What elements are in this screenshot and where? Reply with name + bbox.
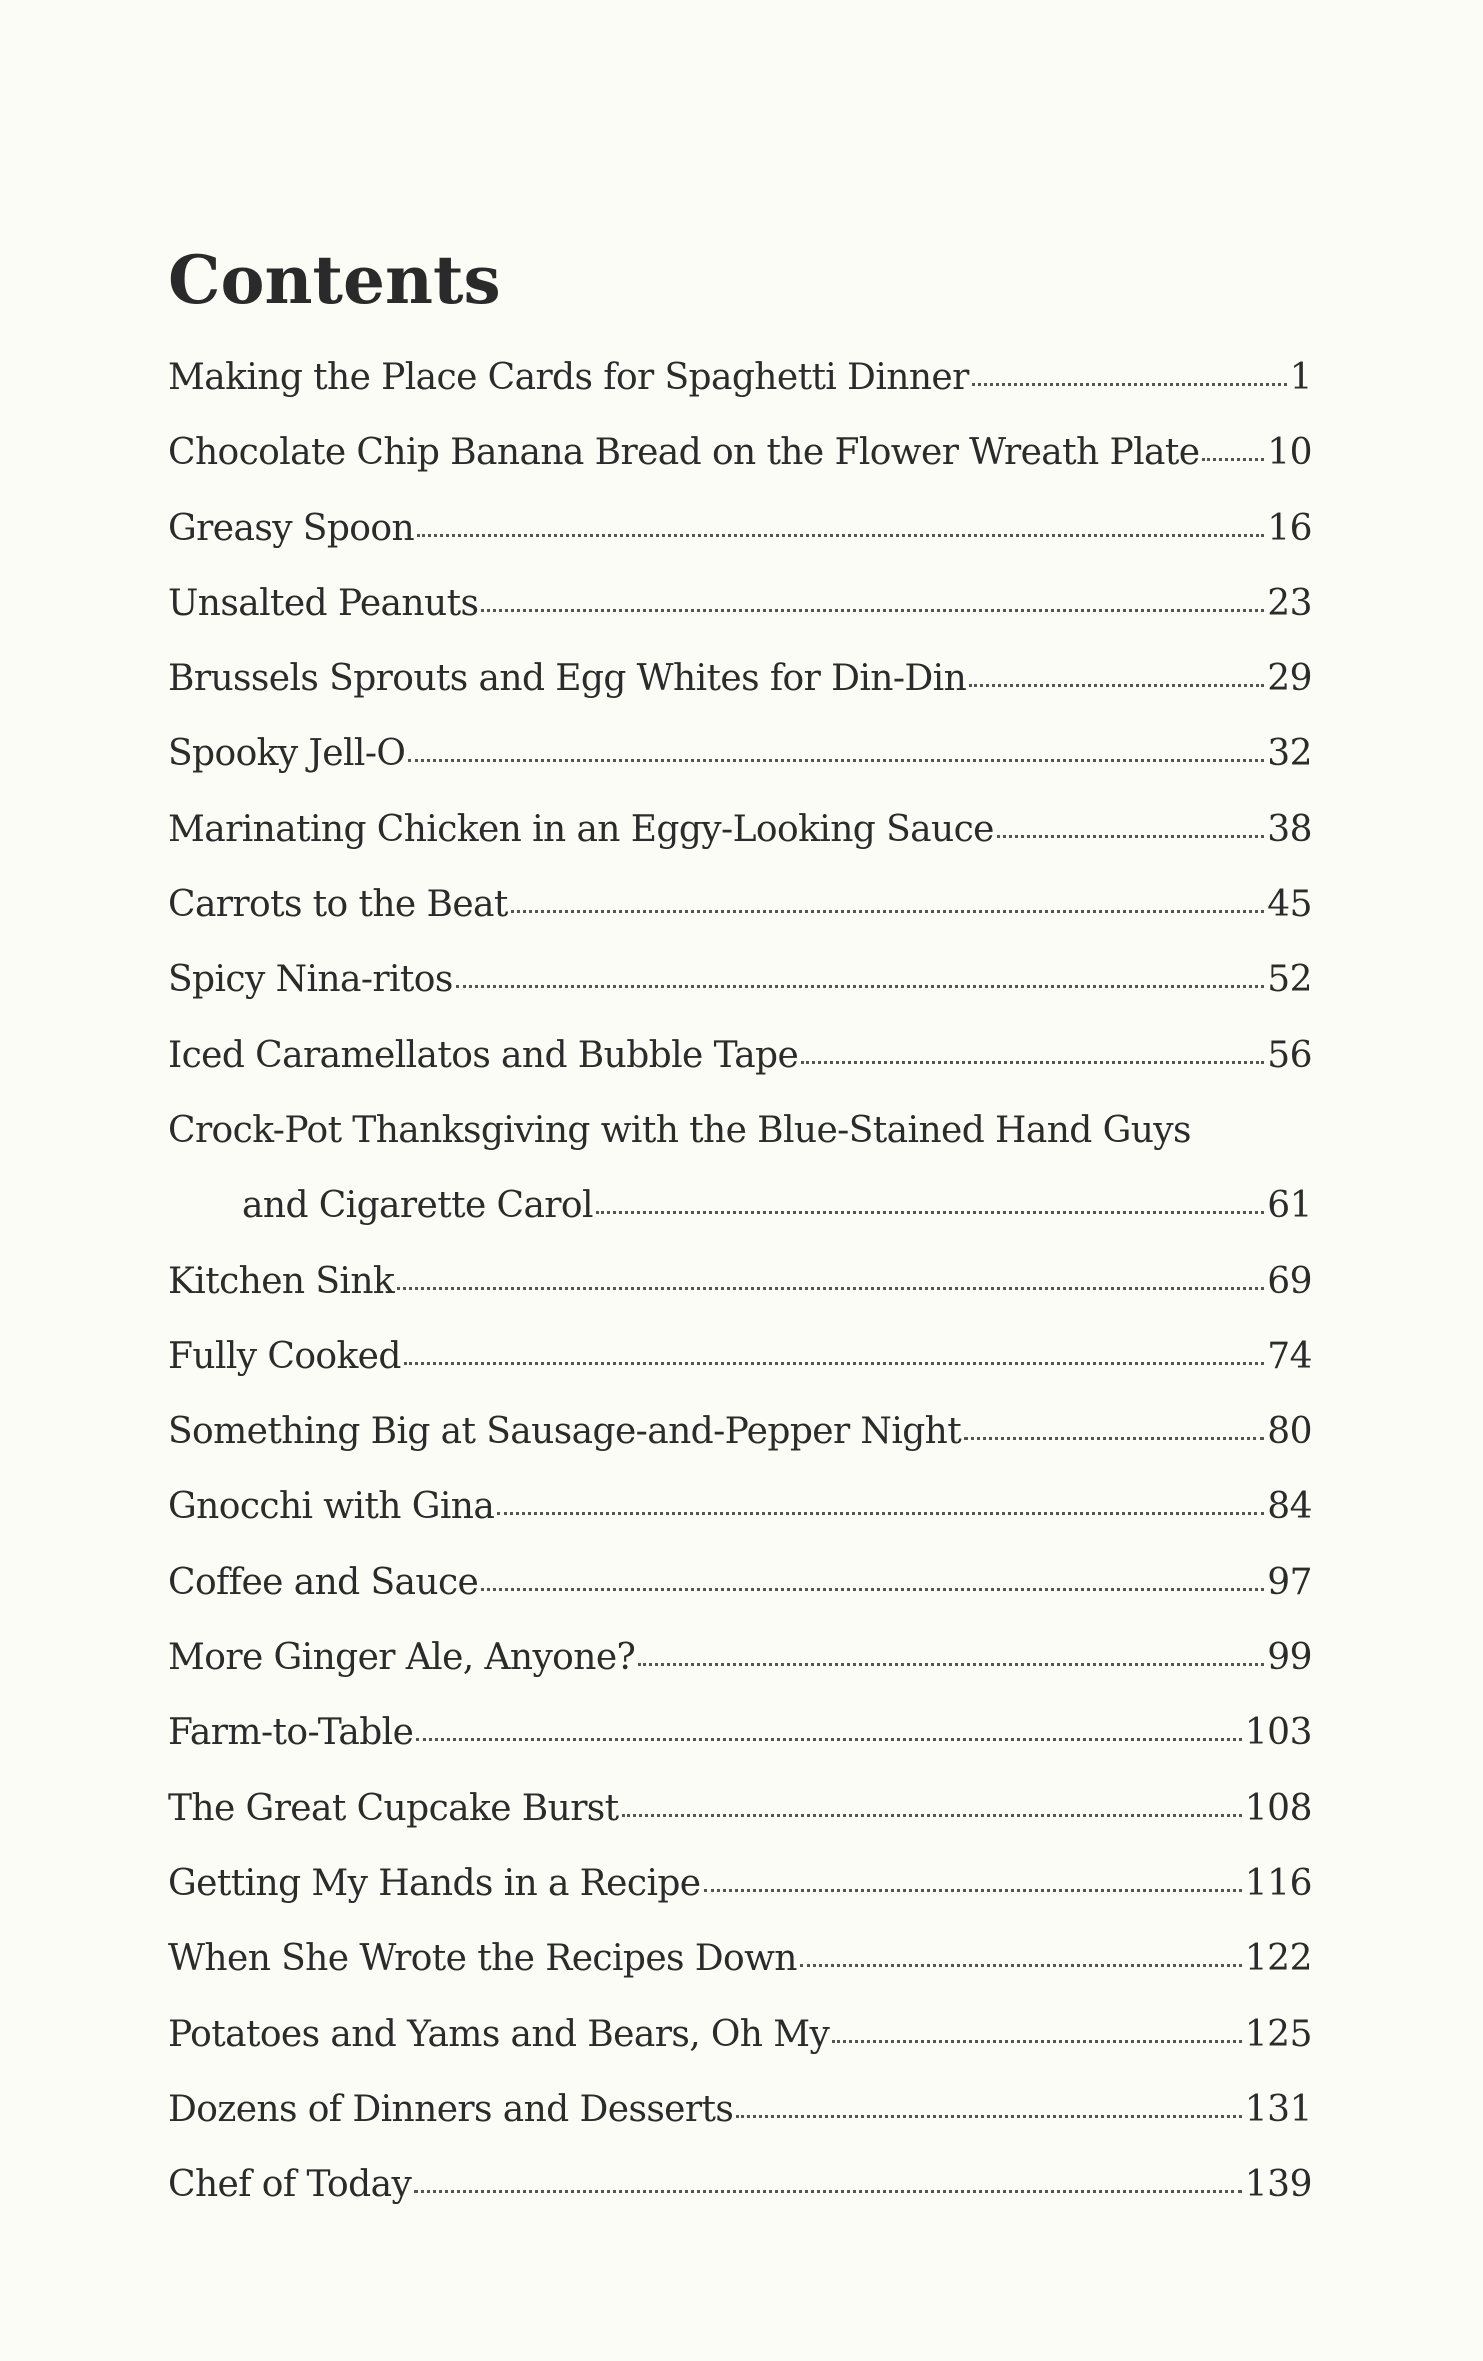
toc-entry[interactable] (168, 1771, 1312, 1846)
toc-entry-title: Spicy Nina-ritos (168, 959, 453, 1001)
toc-entry-title: Crock-Pot Thanksgiving with the Blue-Stained Hand Guys (168, 1109, 1191, 1151)
toc-entry-title: Brussels Sprouts and Egg Whites for Din-Din (168, 658, 967, 700)
toc-entry[interactable] (168, 1997, 1312, 2072)
toc-entry[interactable] (168, 1620, 1312, 1695)
toc-entry-title: Kitchen Sink (168, 1260, 395, 1302)
toc-entry[interactable] (168, 1469, 1312, 1544)
dot-leader (397, 1287, 1264, 1290)
toc-entry-title: Chocolate Chip Banana Bread on the Flower Wreath Plate (168, 432, 1200, 474)
toc-page-number: 56 (1267, 1034, 1312, 1076)
toc-entry-continuation[interactable] (168, 1168, 1312, 1243)
toc-entry[interactable] (168, 641, 1312, 716)
toc-entry-title: Something Big at Sausage-and-Pepper Night (168, 1411, 962, 1453)
dot-leader (456, 985, 1264, 988)
dot-leader (596, 1211, 1264, 1214)
page-title: Contents (168, 241, 501, 319)
toc-entry-title: Farm-to-Table (168, 1712, 414, 1754)
toc-page-number: 103 (1244, 1712, 1312, 1754)
toc-page-number: 122 (1244, 1938, 1312, 1980)
toc-entry-title: Greasy Spoon (168, 507, 415, 549)
dot-leader (414, 2190, 1242, 2193)
toc-page-number: 16 (1267, 507, 1312, 549)
dot-leader (511, 910, 1264, 913)
toc-entry-title: Making the Place Cards for Spaghetti Dinner (168, 357, 969, 398)
toc-entry[interactable] (168, 942, 1312, 1017)
dot-leader (801, 1061, 1264, 1064)
toc-entry-title: Gnocchi with Gina (168, 1486, 495, 1528)
toc-entry[interactable] (168, 867, 1312, 942)
toc-page-number: 97 (1267, 1561, 1312, 1603)
toc-entry-title: Spooky Jell-O (168, 733, 406, 775)
toc-entry[interactable] (168, 1244, 1312, 1319)
toc-entry-title: When She Wrote the Recipes Down (168, 1938, 797, 1980)
toc-page-number: 38 (1267, 808, 1312, 850)
toc-entry[interactable] (168, 1921, 1312, 1996)
toc-page-number: 69 (1267, 1260, 1312, 1302)
toc-page-number: 139 (1244, 2164, 1312, 2206)
toc-entry-title: Unsalted Peanuts (168, 582, 479, 624)
dot-leader (704, 1889, 1242, 1892)
dot-leader (800, 1964, 1242, 1967)
toc-page-number: 1 (1289, 357, 1312, 398)
toc-entry-title: Getting My Hands in a Recipe (168, 1862, 701, 1904)
toc-entry[interactable] (168, 1545, 1312, 1620)
toc-entry[interactable] (168, 491, 1312, 566)
toc-page-number: 131 (1244, 2088, 1312, 2130)
toc-entry-title: Dozens of Dinners and Desserts (168, 2088, 734, 2130)
dot-leader (1202, 458, 1264, 461)
dot-leader (736, 2115, 1242, 2118)
dot-leader (497, 1512, 1264, 1515)
toc-entry[interactable] (168, 566, 1312, 641)
toc-page-number: 32 (1267, 733, 1312, 775)
toc-page-number: 52 (1267, 959, 1312, 1001)
dot-leader (481, 609, 1264, 612)
dot-leader (997, 835, 1264, 838)
toc-entry[interactable] (168, 1394, 1312, 1469)
toc-page-number: 108 (1244, 1787, 1312, 1829)
toc-entry[interactable] (168, 1093, 1312, 1168)
dot-leader (408, 759, 1264, 762)
dot-leader (964, 1437, 1264, 1440)
toc-entry-title: The Great Cupcake Burst (168, 1787, 619, 1829)
dot-leader (969, 684, 1264, 687)
toc-page-number: 61 (1267, 1185, 1312, 1227)
toc-entry-title: Potatoes and Yams and Bears, Oh My (168, 2013, 830, 2055)
toc-entry[interactable] (168, 1018, 1312, 1093)
toc-entry-title-continued: and Cigarette Carol (242, 1185, 593, 1227)
toc-entry[interactable] (168, 2147, 1312, 2222)
dot-leader (638, 1663, 1264, 1666)
toc-page-number: 84 (1267, 1486, 1312, 1528)
toc-page-number: 10 (1267, 432, 1312, 474)
toc-page-number: 80 (1267, 1411, 1312, 1453)
toc-page-number: 99 (1267, 1637, 1312, 1679)
toc-entry[interactable] (168, 716, 1312, 791)
dot-leader (832, 2040, 1242, 2043)
toc-page-number: 116 (1244, 1862, 1312, 1904)
toc-entry[interactable] (168, 1319, 1312, 1394)
toc-entry-title: Carrots to the Beat (168, 884, 508, 926)
toc-entry-title: Iced Caramellatos and Bubble Tape (168, 1034, 799, 1076)
toc-entry-title: More Ginger Ale, Anyone? (168, 1637, 636, 1679)
toc-page-number: 74 (1267, 1335, 1312, 1377)
dot-leader (416, 1738, 1242, 1741)
toc-entry[interactable] (168, 415, 1312, 490)
toc-entry[interactable] (168, 1695, 1312, 1770)
dot-leader (622, 1814, 1242, 1817)
toc-page-number: 23 (1267, 582, 1312, 624)
toc-page-number: 125 (1244, 2013, 1312, 2055)
toc-entry[interactable] (168, 792, 1312, 867)
toc-page-number: 29 (1267, 658, 1312, 700)
dot-leader (404, 1362, 1264, 1365)
dot-leader (481, 1588, 1264, 1591)
toc-entry-title: Coffee and Sauce (168, 1561, 479, 1603)
toc-entry[interactable] (168, 340, 1312, 415)
toc-entry[interactable] (168, 2072, 1312, 2147)
table-of-contents (168, 340, 1312, 2222)
toc-entry-title: Chef of Today (168, 2164, 412, 2206)
toc-page-number: 45 (1267, 884, 1312, 926)
toc-entry-title: Fully Cooked (168, 1335, 401, 1377)
dot-leader (417, 534, 1264, 537)
dot-leader (972, 383, 1287, 386)
toc-entry[interactable] (168, 1846, 1312, 1921)
toc-entry-title: Marinating Chicken in an Eggy-Looking Sauce (168, 808, 994, 850)
